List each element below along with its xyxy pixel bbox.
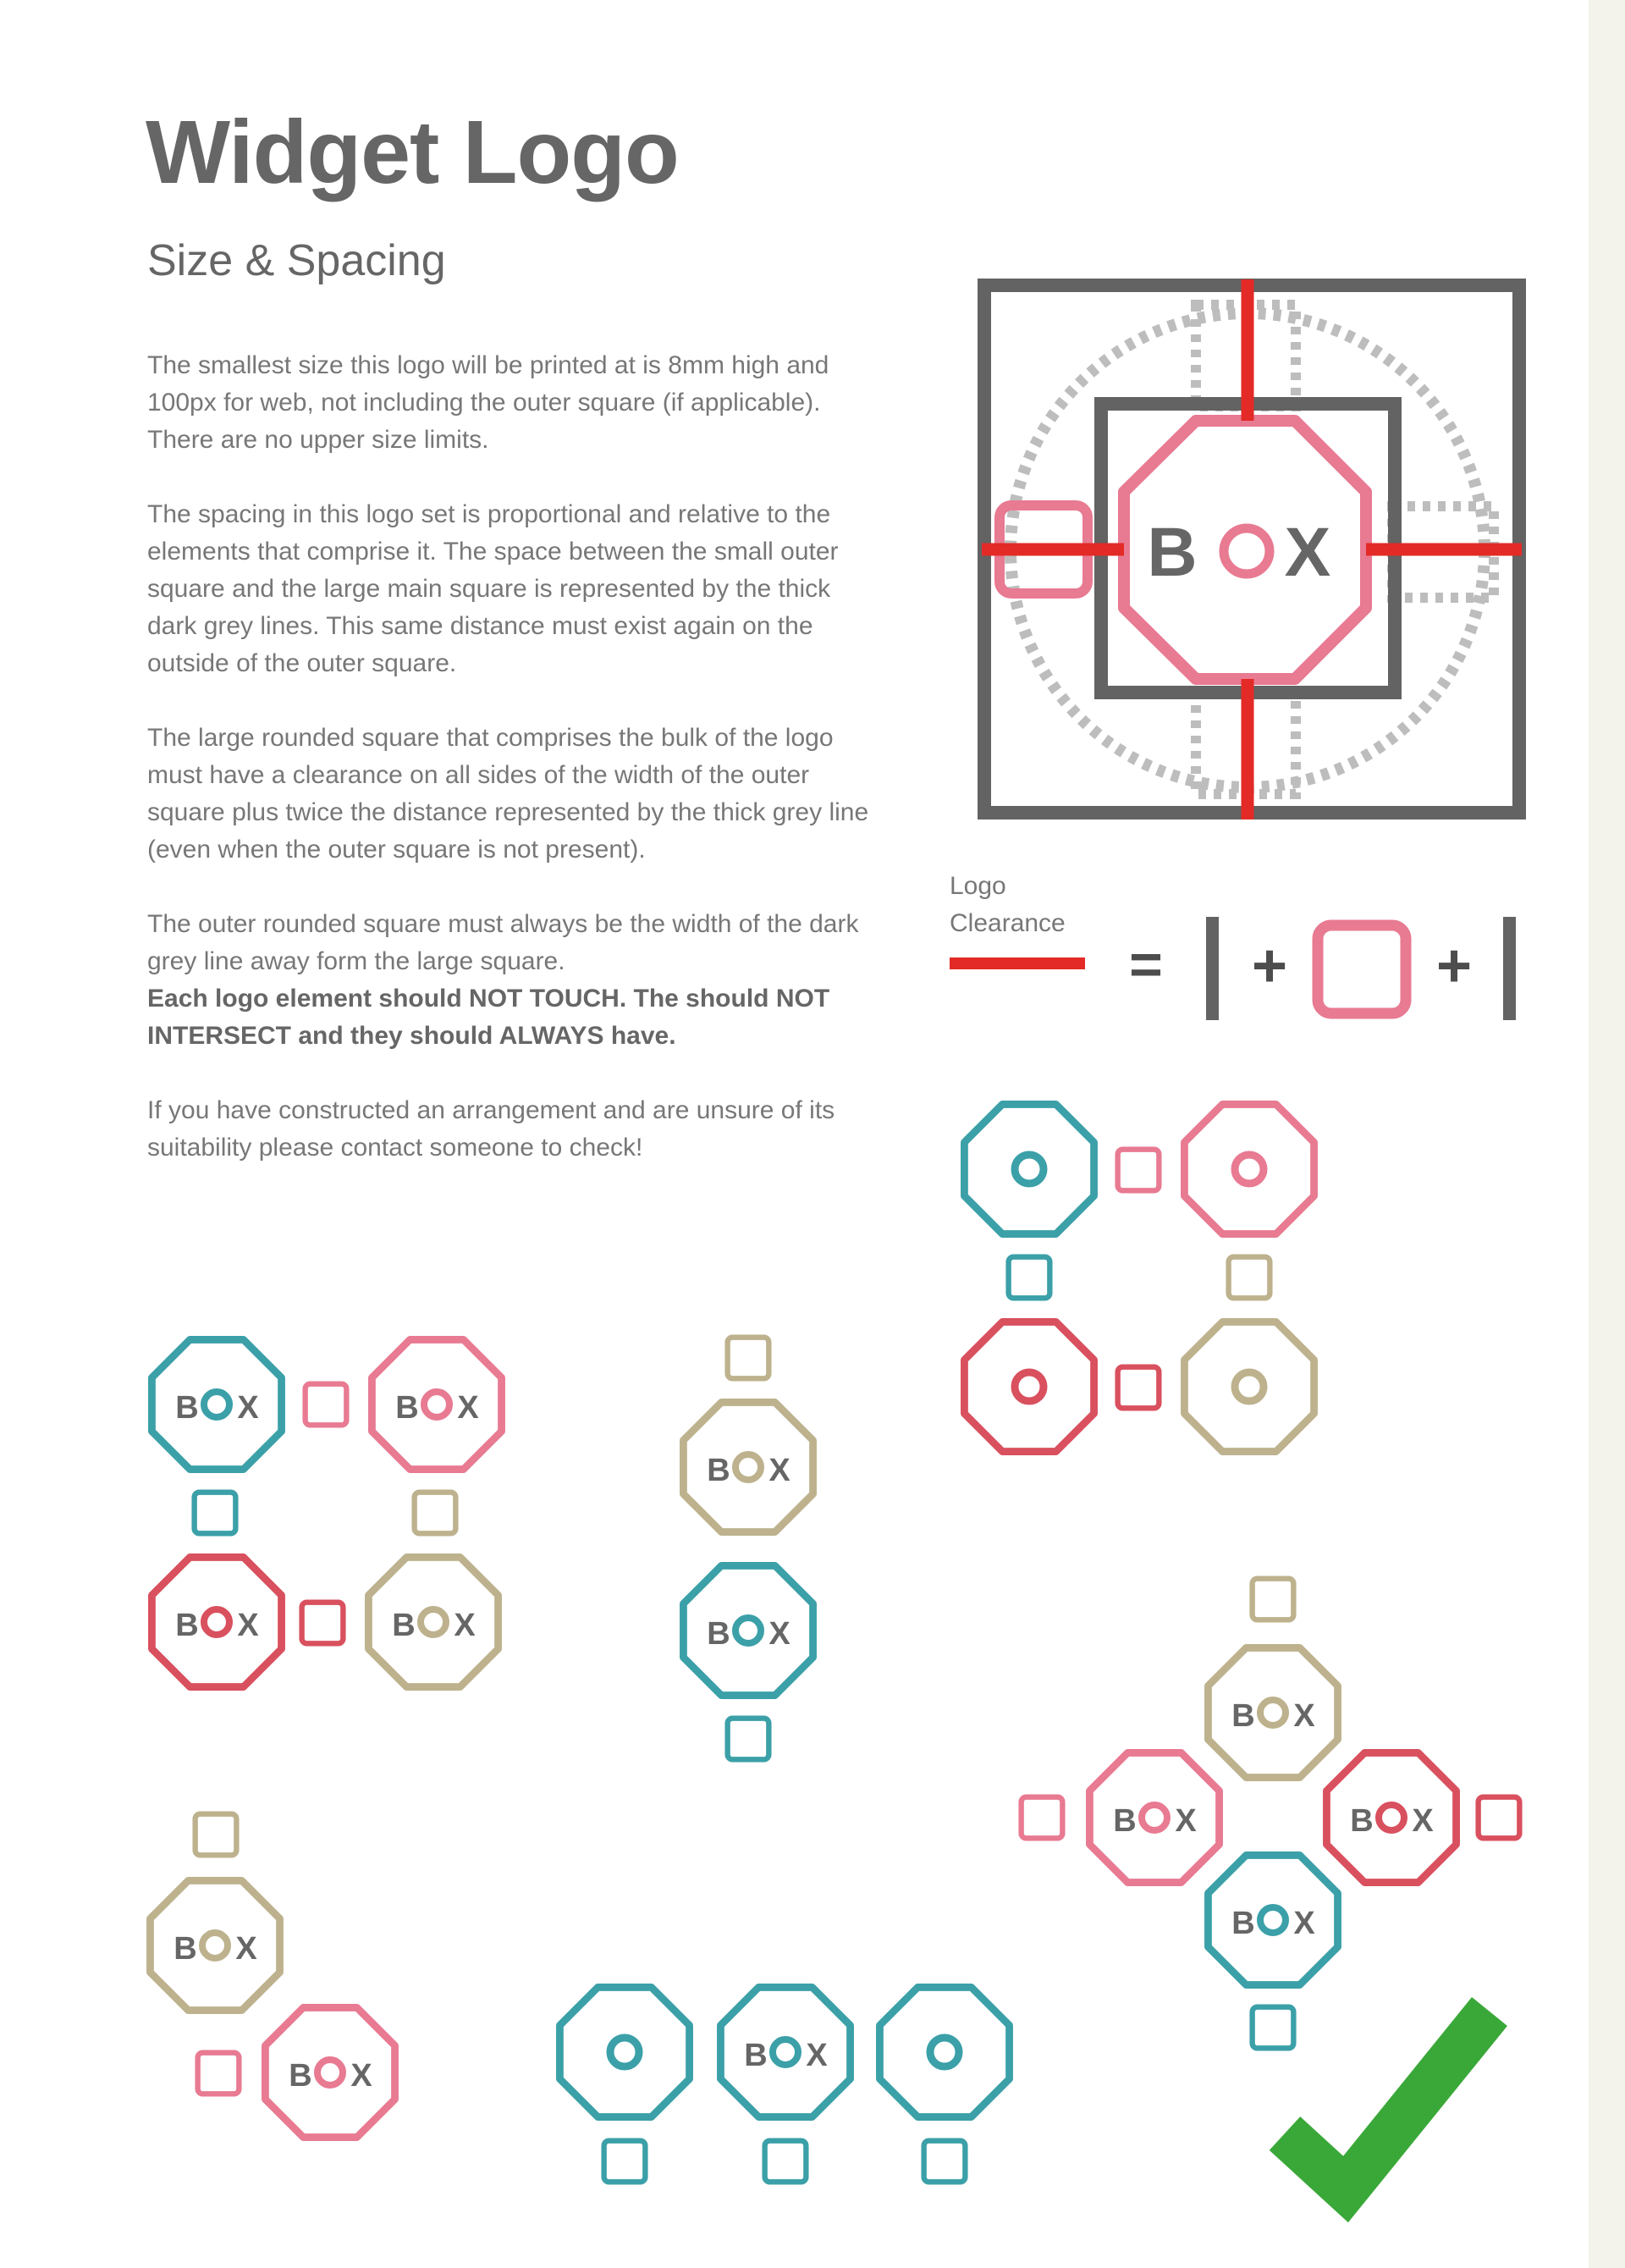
diagram-letter-b: B [1147,514,1198,591]
paragraph-outer-square: The outer rounded square must always be the width of the dark grey line away form the large square. [147,910,859,975]
small-square-icon [1009,1257,1050,1299]
legend-plus-1: + [1251,932,1288,1000]
octagon-logo-icon [1089,1752,1219,1882]
logo-letter-b: B [174,1931,197,1967]
legend-grey-bar-right [1503,917,1516,1020]
small-square-icon [1118,1367,1160,1409]
logo-letter-x: X [237,1390,259,1426]
octagon-logo-icon [368,1557,498,1686]
paragraph-spacing: The spacing in this logo set is proportional and relative to the elements that comprise it. The space between the small outer square and the large main square is represented by the thick dark grey lines. This same distance must exist again on the outside of the outer square. [147,500,839,677]
paragraph-clearance: The large rounded square that comprises the bulk of the logo must have a clearance on all sides of the width of the outer square plus twice the distance represented by the thick grey line (even when the outer square is not present). [147,724,869,864]
o-ring-icon [202,1933,228,1958]
inner-main-square [1101,404,1395,693]
small-square-icon [302,1603,344,1644]
octagon-logo-icon [1208,1855,1337,1984]
arrangement-examples [150,1104,1519,2189]
o-ring-icon [1260,1700,1286,1725]
small-square-icon [1479,1797,1520,1839]
logo-letter-b: B [707,1616,730,1652]
small-square-icon [195,1493,236,1534]
small-square-icon [765,2141,807,2182]
o-ring-icon [610,2038,639,2067]
small-square-icon [604,2141,646,2182]
octagon-logo-icon [151,1557,281,1686]
octagon-logo-icon [879,1987,1009,2116]
small-square-icon [728,1719,769,1760]
small-square-icon [415,1493,456,1534]
o-ring-icon [735,1454,761,1480]
logo-letter-x: X [237,1608,259,1643]
logo-letter-b: B [175,1390,199,1426]
page-subtitle: Size & Spacing [147,236,446,285]
small-square-icon [1118,1150,1160,1191]
o-ring-icon [1260,1907,1286,1933]
paragraph-min-size: The smallest size this logo will be printed at is 8mm high and 100px for web, not including the outer square (if applicable). There are no upper size limits. [147,351,829,454]
logo-letter-b: B [1350,1803,1374,1839]
arrangement-diamond [1022,1579,1520,2049]
arrangement-vertical-pair [683,1338,812,1760]
checkmark-icon [1285,2011,1490,2189]
o-ring-icon [424,1392,449,1417]
legend-label-line2: Clearance [950,909,1066,937]
diagram-letter-x: X [1284,514,1331,591]
o-ring-icon [773,2039,798,2065]
arrangement-grid-box [151,1339,501,1686]
diagram-o-ring-icon [1224,528,1270,574]
o-ring-icon [1142,1805,1167,1830]
legend-plus-2: + [1435,932,1473,1000]
legend-equals: = [1129,932,1163,996]
o-ring-icon [421,1609,446,1635]
logo-letter-x: X [1293,1698,1315,1734]
logo-letter-b: B [392,1608,416,1643]
octagon-logo-icon [1184,1322,1314,1451]
logo-letter-x: X [350,2058,372,2094]
octagon-logo-icon [1326,1752,1456,1882]
logo-letter-b: B [1231,1698,1255,1734]
o-ring-icon [1015,1372,1044,1401]
octagon-logo-icon [720,1987,850,2116]
legend-red-bar [950,957,1085,969]
octagon-logo-icon [1184,1104,1314,1233]
small-square-icon [728,1338,769,1379]
arrangement-horizontal-row [559,1987,1009,2182]
o-ring-icon [1235,1155,1264,1184]
small-square-icon [1253,2007,1294,2049]
o-ring-icon [317,2060,343,2085]
small-square-icon [198,2053,240,2094]
octagon-logo-icon [964,1104,1093,1233]
octagon-logo-icon [151,1339,281,1469]
o-ring-icon [930,2038,959,2067]
page-title: Widget Logo [146,102,679,202]
logo-letter-b: B [1113,1803,1137,1839]
construction-diagram [982,279,1522,819]
logo-letter-x: X [768,1616,790,1652]
small-square-icon [1022,1797,1063,1839]
octagon-logo-icon [1208,1647,1337,1777]
logo-letter-x: X [768,1453,790,1488]
legend-label-line1: Logo [950,872,1006,900]
logo-letter-x: X [454,1608,476,1643]
octagon-logo-icon [964,1322,1093,1451]
small-square-icon [196,1814,237,1856]
logo-letter-x: X [806,2038,828,2073]
legend-small-square-icon [1318,925,1406,1013]
small-square-icon [306,1384,347,1426]
octagon-logo-icon [265,2007,394,2137]
logo-letter-x: X [1412,1803,1434,1839]
logo-letter-b: B [707,1453,730,1488]
logo-letter-b: B [1231,1906,1255,1941]
small-square-icon [924,2141,966,2182]
octagon-logo-icon [683,1565,812,1695]
logo-letter-x: X [457,1390,479,1426]
bold-rule-note: Each logo element should NOT TOUCH. The should NOT INTERSECT and they should ALWAYS have. [147,985,830,1050]
arrangement-grid-icons [964,1104,1314,1451]
o-ring-icon [1015,1155,1044,1184]
logo-letter-b: B [744,2038,768,2073]
logo-letter-x: X [1175,1803,1197,1839]
octagon-logo-icon [372,1339,501,1469]
octagon-logo-icon [150,1880,279,2010]
logo-letter-x: X [235,1931,257,1967]
logo-letter-b: B [395,1390,419,1426]
o-ring-icon [204,1392,229,1417]
small-square-icon [1229,1257,1270,1299]
clearance-legend [950,917,1516,1020]
logo-letter-x: X [1293,1906,1315,1941]
octagon-logo-icon [683,1402,812,1531]
legend-grey-bar-left [1206,917,1219,1020]
o-ring-icon [1235,1372,1264,1401]
logo-letter-b: B [289,2058,312,2094]
o-ring-icon [204,1609,229,1635]
o-ring-icon [735,1618,761,1643]
octagon-logo-icon [559,1987,689,2116]
small-square-icon [1253,1579,1294,1620]
logo-letter-b: B [175,1608,199,1643]
o-ring-icon [1379,1805,1404,1830]
paragraph-contact: If you have constructed an arrangement and are unsure of its suitability please contact someone to check! [147,1096,835,1162]
arrangement-diagonal-pair [150,1814,394,2138]
